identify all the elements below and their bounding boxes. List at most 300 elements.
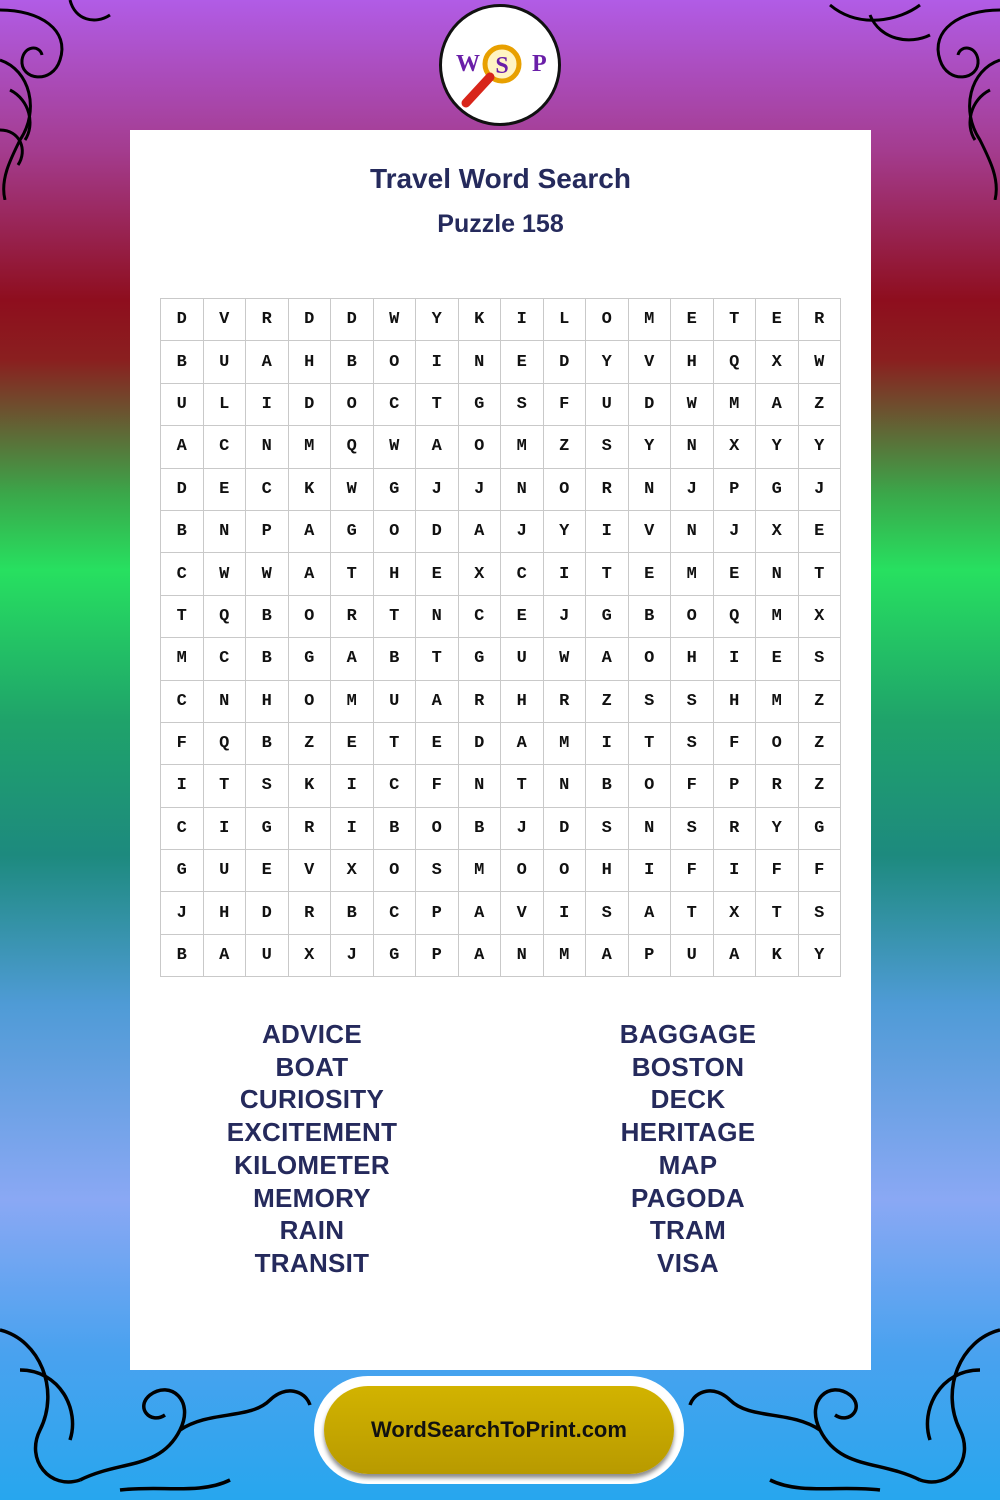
grid-row — [161, 850, 841, 892]
grid-cell[interactable]: O — [756, 722, 799, 764]
grid-cell[interactable]: E — [671, 299, 714, 341]
grid-cell[interactable]: K — [288, 468, 331, 510]
word-search-grid — [160, 298, 841, 977]
site-logo — [439, 4, 561, 126]
grid-cell[interactable]: A — [416, 426, 459, 468]
grid-cell[interactable]: T — [756, 892, 799, 934]
grid-cell[interactable]: Q — [203, 595, 246, 637]
grid-cell[interactable]: D — [543, 807, 586, 849]
grid-cell[interactable]: R — [288, 892, 331, 934]
grid-cell[interactable]: Z — [288, 722, 331, 764]
grid-cell[interactable]: I — [416, 341, 459, 383]
grid-cell[interactable]: W — [246, 553, 289, 595]
grid-cell[interactable]: Y — [628, 426, 671, 468]
grid-cell[interactable]: O — [331, 383, 374, 425]
grid-cell[interactable]: Y — [543, 510, 586, 552]
grid-cell[interactable]: Q — [203, 722, 246, 764]
grid-cell[interactable]: H — [713, 680, 756, 722]
word-list-item: PAGODA — [631, 1182, 745, 1213]
grid-cell[interactable]: J — [331, 934, 374, 976]
grid-cell[interactable]: H — [671, 341, 714, 383]
word-list-item: BOSTON — [631, 1051, 745, 1082]
grid-cell[interactable]: B — [161, 341, 204, 383]
grid-cell[interactable]: U — [246, 934, 289, 976]
grid-cell[interactable]: R — [331, 595, 374, 637]
word-list-item: MEMORY — [253, 1182, 371, 1213]
grid-cell[interactable]: G — [586, 595, 629, 637]
grid-cell[interactable]: O — [288, 595, 331, 637]
page-title: Travel Word Search — [370, 163, 631, 194]
grid-cell[interactable]: O — [288, 680, 331, 722]
word-list-left-column — [162, 1018, 462, 1280]
grid-cell[interactable]: A — [161, 426, 204, 468]
grid-cell[interactable]: G — [373, 934, 416, 976]
grid-cell[interactable]: G — [458, 383, 501, 425]
grid-cell[interactable]: T — [373, 722, 416, 764]
grid-cell[interactable]: A — [331, 638, 374, 680]
grid-cell[interactable]: R — [288, 807, 331, 849]
grid-cell[interactable]: S — [501, 383, 544, 425]
grid-cell[interactable]: D — [543, 341, 586, 383]
grid-cell[interactable]: C — [458, 595, 501, 637]
grid-cell[interactable]: E — [416, 553, 459, 595]
grid-cell[interactable]: X — [331, 850, 374, 892]
grid-cell[interactable]: D — [628, 383, 671, 425]
grid-cell[interactable]: I — [586, 510, 629, 552]
grid-cell[interactable]: I — [203, 807, 246, 849]
grid-cell[interactable]: U — [203, 341, 246, 383]
grid-row — [161, 595, 841, 637]
grid-cell[interactable]: C — [161, 807, 204, 849]
grid-cell[interactable]: R — [246, 299, 289, 341]
grid-cell[interactable]: X — [756, 510, 799, 552]
grid-cell[interactable]: B — [373, 807, 416, 849]
grid-cell[interactable]: P — [416, 934, 459, 976]
grid-cell[interactable]: N — [628, 468, 671, 510]
grid-cell[interactable]: G — [331, 510, 374, 552]
grid-cell[interactable]: Y — [756, 426, 799, 468]
grid-cell[interactable]: W — [798, 341, 841, 383]
grid-cell[interactable]: I — [586, 722, 629, 764]
grid-cell[interactable]: B — [373, 638, 416, 680]
grid-cell[interactable]: C — [246, 468, 289, 510]
grid-cell[interactable]: A — [288, 553, 331, 595]
grid-cell[interactable]: F — [798, 850, 841, 892]
word-list-right-column — [538, 1018, 838, 1280]
grid-cell[interactable]: J — [161, 892, 204, 934]
grid-cell[interactable]: J — [798, 468, 841, 510]
grid-cell[interactable]: E — [798, 510, 841, 552]
word-list-item: KILOMETER — [234, 1149, 390, 1180]
grid-cell[interactable]: A — [288, 510, 331, 552]
grid-cell[interactable]: K — [756, 934, 799, 976]
grid-cell[interactable]: P — [713, 765, 756, 807]
grid-cell[interactable]: A — [586, 638, 629, 680]
grid-cell[interactable]: M — [161, 638, 204, 680]
grid-cell[interactable]: A — [458, 510, 501, 552]
grid-cell[interactable]: C — [373, 765, 416, 807]
puzzle-number: Puzzle 158 — [437, 210, 564, 238]
grid-cell[interactable]: L — [543, 299, 586, 341]
grid-cell[interactable]: Y — [798, 426, 841, 468]
grid-cell[interactable]: N — [458, 765, 501, 807]
grid-cell[interactable]: W — [373, 299, 416, 341]
grid-cell[interactable]: X — [713, 426, 756, 468]
grid-cell[interactable]: B — [331, 892, 374, 934]
grid-cell[interactable]: G — [373, 468, 416, 510]
logo-letter-s: S — [495, 53, 509, 79]
grid-cell[interactable]: C — [373, 383, 416, 425]
grid-cell[interactable]: B — [246, 638, 289, 680]
grid-cell[interactable]: N — [458, 341, 501, 383]
grid-cell[interactable]: C — [373, 892, 416, 934]
grid-cell[interactable]: I — [161, 765, 204, 807]
grid-cell[interactable]: D — [246, 892, 289, 934]
grid-cell[interactable]: J — [543, 595, 586, 637]
grid-cell[interactable]: T — [203, 765, 246, 807]
logo-letter-w: W — [456, 51, 480, 77]
grid-cell[interactable]: B — [458, 807, 501, 849]
grid-row — [161, 892, 841, 934]
grid-cell[interactable]: P — [628, 934, 671, 976]
grid-cell[interactable]: A — [458, 892, 501, 934]
grid-cell[interactable]: M — [501, 426, 544, 468]
grid-cell[interactable]: S — [246, 765, 289, 807]
grid-cell[interactable]: U — [671, 934, 714, 976]
grid-cell[interactable]: X — [288, 934, 331, 976]
grid-cell[interactable]: S — [671, 722, 714, 764]
grid-cell[interactable]: Z — [798, 765, 841, 807]
grid-cell[interactable]: P — [416, 892, 459, 934]
corner-ornament-top-left-icon — [0, 0, 140, 200]
grid-cell[interactable]: V — [628, 341, 671, 383]
grid-cell[interactable]: G — [246, 807, 289, 849]
grid-cell[interactable]: S — [671, 680, 714, 722]
grid-row — [161, 680, 841, 722]
grid-cell[interactable]: U — [586, 383, 629, 425]
grid-cell[interactable]: S — [628, 680, 671, 722]
grid-cell[interactable]: A — [628, 892, 671, 934]
grid-cell[interactable]: M — [756, 680, 799, 722]
grid-row — [161, 638, 841, 680]
grid-cell[interactable]: E — [501, 341, 544, 383]
grid-row — [161, 426, 841, 468]
grid-cell[interactable]: J — [671, 468, 714, 510]
grid-cell[interactable]: N — [203, 680, 246, 722]
grid-cell[interactable]: D — [458, 722, 501, 764]
grid-cell[interactable]: H — [671, 638, 714, 680]
grid-cell[interactable]: S — [586, 892, 629, 934]
grid-row — [161, 722, 841, 764]
grid-cell[interactable]: P — [246, 510, 289, 552]
site-link-button[interactable] — [314, 1376, 684, 1484]
grid-cell[interactable]: C — [203, 426, 246, 468]
grid-cell[interactable]: U — [373, 680, 416, 722]
grid-cell[interactable]: A — [203, 934, 246, 976]
grid-cell[interactable]: N — [416, 595, 459, 637]
grid-cell[interactable]: J — [501, 807, 544, 849]
grid-cell[interactable]: H — [246, 680, 289, 722]
grid-cell[interactable]: M — [288, 426, 331, 468]
grid-cell[interactable]: M — [756, 595, 799, 637]
grid-cell[interactable]: O — [458, 426, 501, 468]
grid-cell[interactable]: A — [458, 934, 501, 976]
grid-cell[interactable]: O — [501, 850, 544, 892]
grid-cell[interactable]: U — [161, 383, 204, 425]
grid-cell[interactable]: A — [501, 722, 544, 764]
grid-cell[interactable]: Z — [586, 680, 629, 722]
grid-cell[interactable]: R — [756, 765, 799, 807]
grid-cell[interactable]: T — [798, 553, 841, 595]
grid-cell[interactable]: D — [288, 383, 331, 425]
grid-cell[interactable]: H — [203, 892, 246, 934]
grid-cell[interactable]: W — [373, 426, 416, 468]
grid-cell[interactable]: O — [628, 638, 671, 680]
grid-cell[interactable]: Q — [331, 426, 374, 468]
grid-cell[interactable]: W — [543, 638, 586, 680]
grid-cell[interactable]: N — [756, 553, 799, 595]
grid-cell[interactable]: Y — [798, 934, 841, 976]
grid-cell[interactable]: O — [373, 510, 416, 552]
grid-cell[interactable]: Q — [713, 595, 756, 637]
grid-cell[interactable]: N — [501, 468, 544, 510]
grid-cell[interactable]: I — [331, 807, 374, 849]
grid-cell[interactable]: J — [501, 510, 544, 552]
grid-row — [161, 765, 841, 807]
grid-cell[interactable]: T — [713, 299, 756, 341]
grid-cell[interactable]: E — [713, 553, 756, 595]
grid-cell[interactable]: B — [246, 722, 289, 764]
grid-cell[interactable]: B — [586, 765, 629, 807]
grid-cell[interactable]: O — [373, 850, 416, 892]
grid-cell[interactable]: F — [671, 765, 714, 807]
grid-cell[interactable]: H — [373, 553, 416, 595]
grid-cell[interactable]: Z — [798, 383, 841, 425]
grid-cell[interactable]: B — [331, 341, 374, 383]
grid-cell[interactable]: J — [416, 468, 459, 510]
grid-cell[interactable]: V — [288, 850, 331, 892]
grid-cell[interactable]: X — [756, 341, 799, 383]
grid-cell[interactable]: M — [671, 553, 714, 595]
word-list-item: HERITAGE — [620, 1117, 756, 1148]
word-list-item: BAGGAGE — [619, 1019, 757, 1049]
grid-cell[interactable]: O — [628, 765, 671, 807]
word-list-item: VISA — [657, 1247, 719, 1278]
grid-cell[interactable]: M — [543, 934, 586, 976]
grid-cell[interactable]: I — [713, 638, 756, 680]
logo-letter-p: P — [532, 51, 547, 77]
grid-cell[interactable]: K — [288, 765, 331, 807]
grid-cell[interactable]: R — [713, 807, 756, 849]
grid-cell[interactable]: S — [416, 850, 459, 892]
grid-cell[interactable]: X — [458, 553, 501, 595]
grid-cell[interactable]: N — [501, 934, 544, 976]
grid-cell[interactable]: B — [628, 595, 671, 637]
grid-cell[interactable]: E — [756, 638, 799, 680]
word-list-item: EXCITEMENT — [226, 1117, 398, 1148]
grid-cell[interactable]: M — [458, 850, 501, 892]
grid-cell[interactable]: G — [798, 807, 841, 849]
grid-cell[interactable]: A — [416, 680, 459, 722]
grid-cell[interactable]: S — [586, 426, 629, 468]
grid-cell[interactable]: V — [628, 510, 671, 552]
grid-cell[interactable]: D — [416, 510, 459, 552]
grid-cell[interactable]: Y — [586, 341, 629, 383]
grid-cell[interactable]: P — [713, 468, 756, 510]
grid-cell[interactable]: Z — [798, 680, 841, 722]
grid-row — [161, 553, 841, 595]
grid-cell[interactable]: D — [331, 299, 374, 341]
grid-cell[interactable]: A — [586, 934, 629, 976]
grid-cell[interactable]: T — [628, 722, 671, 764]
grid-cell[interactable]: T — [416, 383, 459, 425]
grid-cell[interactable]: B — [246, 595, 289, 637]
grid-cell[interactable]: I — [628, 850, 671, 892]
grid-cell[interactable]: I — [543, 892, 586, 934]
grid-cell[interactable]: B — [161, 934, 204, 976]
grid-cell[interactable]: O — [416, 807, 459, 849]
grid-cell[interactable]: U — [203, 850, 246, 892]
grid-cell[interactable]: Q — [713, 341, 756, 383]
grid-cell[interactable]: G — [458, 638, 501, 680]
word-list-item: CURIOSITY — [239, 1084, 385, 1115]
grid-cell[interactable]: H — [501, 680, 544, 722]
grid-cell[interactable]: W — [331, 468, 374, 510]
grid-cell[interactable]: R — [543, 680, 586, 722]
word-list-item: ADVICE — [261, 1019, 363, 1049]
grid-cell[interactable]: U — [501, 638, 544, 680]
grid-cell[interactable]: D — [288, 299, 331, 341]
grid-cell[interactable]: D — [161, 468, 204, 510]
grid-row — [161, 468, 841, 510]
grid-row — [161, 510, 841, 552]
grid-row — [161, 383, 841, 425]
grid-cell[interactable]: Z — [543, 426, 586, 468]
grid-cell[interactable]: W — [671, 383, 714, 425]
grid-cell[interactable]: Y — [416, 299, 459, 341]
grid-cell[interactable]: F — [416, 765, 459, 807]
word-list-item: TRANSIT — [254, 1247, 370, 1278]
grid-cell[interactable]: N — [246, 426, 289, 468]
grid-cell[interactable]: E — [246, 850, 289, 892]
grid-cell[interactable]: N — [628, 807, 671, 849]
grid-cell[interactable]: M — [331, 680, 374, 722]
grid-cell[interactable]: T — [586, 553, 629, 595]
grid-cell[interactable]: I — [246, 383, 289, 425]
grid-cell[interactable]: F — [671, 850, 714, 892]
grid-cell[interactable]: R — [458, 680, 501, 722]
grid-cell[interactable]: J — [458, 468, 501, 510]
grid-cell[interactable]: X — [798, 595, 841, 637]
grid-cell[interactable]: T — [161, 595, 204, 637]
grid-cell[interactable]: D — [161, 299, 204, 341]
grid-cell[interactable]: F — [756, 850, 799, 892]
grid-cell[interactable]: N — [671, 510, 714, 552]
grid-cell[interactable]: G — [756, 468, 799, 510]
grid-cell[interactable]: E — [628, 553, 671, 595]
grid-cell[interactable]: E — [331, 722, 374, 764]
grid-cell[interactable]: Z — [798, 722, 841, 764]
grid-cell[interactable]: B — [161, 510, 204, 552]
grid-row — [161, 299, 841, 341]
puzzle-sheet — [130, 130, 871, 1370]
grid-cell[interactable]: I — [331, 765, 374, 807]
grid-cell[interactable]: S — [586, 807, 629, 849]
grid-cell[interactable]: T — [501, 765, 544, 807]
grid-cell[interactable]: R — [586, 468, 629, 510]
grid-cell[interactable]: J — [713, 510, 756, 552]
grid-cell[interactable]: M — [713, 383, 756, 425]
grid-cell[interactable]: O — [373, 341, 416, 383]
grid-cell[interactable]: T — [331, 553, 374, 595]
grid-cell[interactable]: Y — [756, 807, 799, 849]
grid-cell[interactable]: C — [501, 553, 544, 595]
word-list-item: RAIN — [279, 1215, 345, 1246]
grid-cell[interactable]: C — [203, 638, 246, 680]
grid-cell[interactable]: H — [288, 341, 331, 383]
grid-cell[interactable]: K — [458, 299, 501, 341]
grid-cell[interactable]: I — [543, 553, 586, 595]
grid-cell[interactable]: C — [161, 680, 204, 722]
grid-cell[interactable]: F — [543, 383, 586, 425]
grid-cell[interactable]: N — [543, 765, 586, 807]
site-link-label: WordSearchToPrint.com — [324, 1386, 674, 1474]
word-list-item: TRAM — [649, 1215, 727, 1246]
grid-cell[interactable]: T — [373, 595, 416, 637]
grid-cell[interactable]: V — [501, 892, 544, 934]
grid-cell[interactable]: M — [543, 722, 586, 764]
grid-cell[interactable]: F — [713, 722, 756, 764]
grid-cell[interactable]: T — [416, 638, 459, 680]
grid-row — [161, 807, 841, 849]
grid-cell[interactable]: I — [501, 299, 544, 341]
grid-cell[interactable]: R — [798, 299, 841, 341]
grid-row — [161, 934, 841, 976]
grid-cell[interactable]: E — [416, 722, 459, 764]
grid-cell[interactable]: V — [203, 299, 246, 341]
grid-cell[interactable]: A — [246, 341, 289, 383]
grid-cell[interactable]: M — [628, 299, 671, 341]
grid-cell[interactable]: H — [586, 850, 629, 892]
grid-cell[interactable]: S — [798, 892, 841, 934]
grid-cell[interactable]: O — [543, 468, 586, 510]
grid-cell[interactable]: W — [203, 553, 246, 595]
word-list-item: BOAT — [275, 1051, 349, 1082]
grid-cell[interactable]: F — [161, 722, 204, 764]
grid-cell[interactable]: E — [756, 299, 799, 341]
grid-cell[interactable]: S — [671, 807, 714, 849]
grid-cell[interactable]: O — [543, 850, 586, 892]
grid-cell[interactable]: L — [203, 383, 246, 425]
grid-cell[interactable]: O — [586, 299, 629, 341]
grid-cell[interactable]: E — [203, 468, 246, 510]
word-list-item: DECK — [650, 1084, 726, 1115]
grid-cell[interactable]: N — [671, 426, 714, 468]
grid-cell[interactable]: G — [161, 850, 204, 892]
word-list-item: MAP — [658, 1149, 718, 1180]
grid-cell[interactable]: X — [713, 892, 756, 934]
grid-cell[interactable]: S — [798, 638, 841, 680]
grid-cell[interactable]: C — [161, 553, 204, 595]
grid-cell[interactable]: G — [288, 638, 331, 680]
grid-cell[interactable]: A — [756, 383, 799, 425]
grid-cell[interactable]: A — [713, 934, 756, 976]
grid-cell[interactable]: N — [203, 510, 246, 552]
grid-cell[interactable]: I — [713, 850, 756, 892]
grid-cell[interactable]: T — [671, 892, 714, 934]
grid-cell[interactable]: E — [501, 595, 544, 637]
grid-cell[interactable]: O — [671, 595, 714, 637]
